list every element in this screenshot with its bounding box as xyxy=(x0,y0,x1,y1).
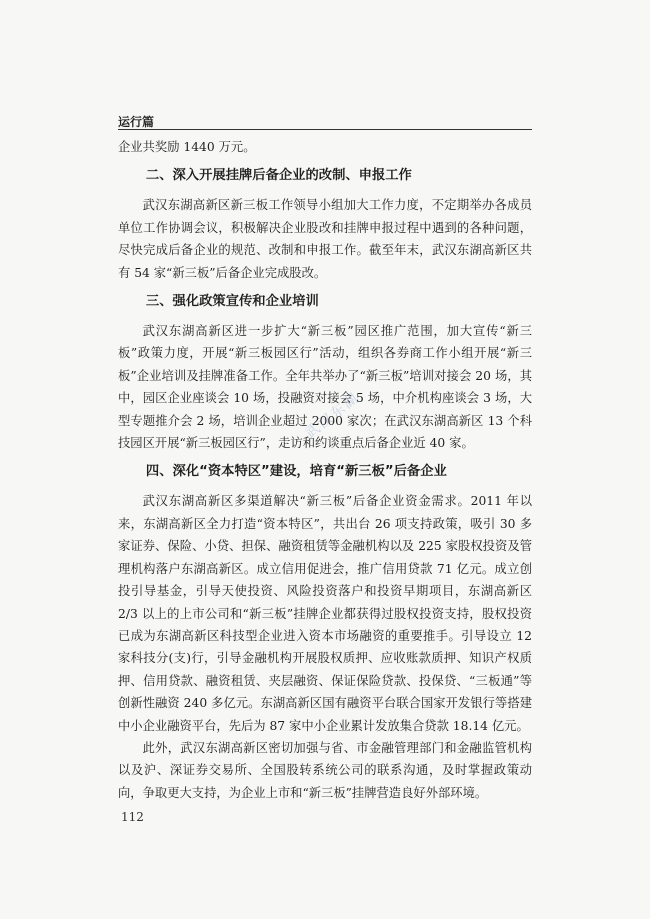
section-4-paragraph-2: 此外，武汉东湖高新区密切加强与省、市金融管理部门和金融监管机构以及沪、深证券交易所、全国股转系统公司的联系沟通，及时掌握政策动向，争取更大支持，为企业上市和“新三板”挂牌营造良好外部环境。 xyxy=(118,740,532,800)
watermark: 武汉东湖 xyxy=(302,389,363,442)
header-rule xyxy=(118,129,532,130)
section-heading-3: 三、强化政策宣传和企业培训 xyxy=(145,294,319,310)
page-number: 112 xyxy=(121,810,144,824)
running-title: 运行篇 xyxy=(118,115,155,129)
intro-line: 企业共奖励 1440 万元。 xyxy=(118,140,256,154)
section-heading-2: 二、深入开展挂牌后备企业的改制、申报工作 xyxy=(145,168,412,184)
section-2-paragraph: 武汉东湖高新区新三板工作领导小组加大工作力度，不定期举办各成员单位工作协调会议，积极解决企业股改和挂牌申报过程中遇到的各种问题，尽快完成后备企业的规范、改制和申报工作。截至年末，武汉东湖高新区共有 54 家“新三板”后备企业完成股改。 xyxy=(118,198,532,280)
section-3-paragraph: 武汉东湖高新区进一步扩大“新三板”园区推广范围，加大宣传“新三板”政策力度，开展“新三板园区行”活动，组织各券商工作小组开展“新三板”企业培训及挂牌准备工作。全年共举办了“新三板”培训对接会 20 场，其中，园区企业座谈会 10 场，投融资对接会 5 场，中介机构座谈会 3 场，大型专题推介会 2 场，培训企业超过 2000 家次；在武汉东湖高新区 13 个科技园区开展“新三板园区行”，走访和约谈重点后备企业近 40 家。 xyxy=(118,324,532,451)
section-heading-4: 四、深化“资本特区”建设，培育“新三板”后备企业 xyxy=(145,464,447,480)
section-4-paragraph-1: 武汉东湖高新区多渠道解决“新三板”后备企业资金需求。2011 年以来，东湖高新区全力打造“资本特区”，共出台 26 项支持政策，吸引 30 多家证券、保险、小贷、担保、融资租赁等金融机构以及 225 家股权投资及管理机构落户东湖高新区。成立信用促进会，推广信用贷款 71 亿元。成立创投引导基金，引导天使投资、风险投资落户和投资早期项目，东湖高新区 2/3 以上的上市公司和“新三板”挂牌企业都获得过股权投资支持，股权投资已成为东湖高新区科技型企业进入资本市场融资的重要推手。引导设立 12 家科技分(支)行，引导金融机构开展股权质押、应收账款质押、知识产权质押、信用贷款、融资租赁、夹层融资、保证保险贷款、投保贷、“三板通”等创新性融资 240 多亿元。东湖高新区国有融资平台联合国家开发银行等搭建中小企业融资平台，先后为 87 家中小企业累计发放集合贷款 18.14 亿元。 xyxy=(118,494,532,733)
page-body xyxy=(118,136,532,804)
